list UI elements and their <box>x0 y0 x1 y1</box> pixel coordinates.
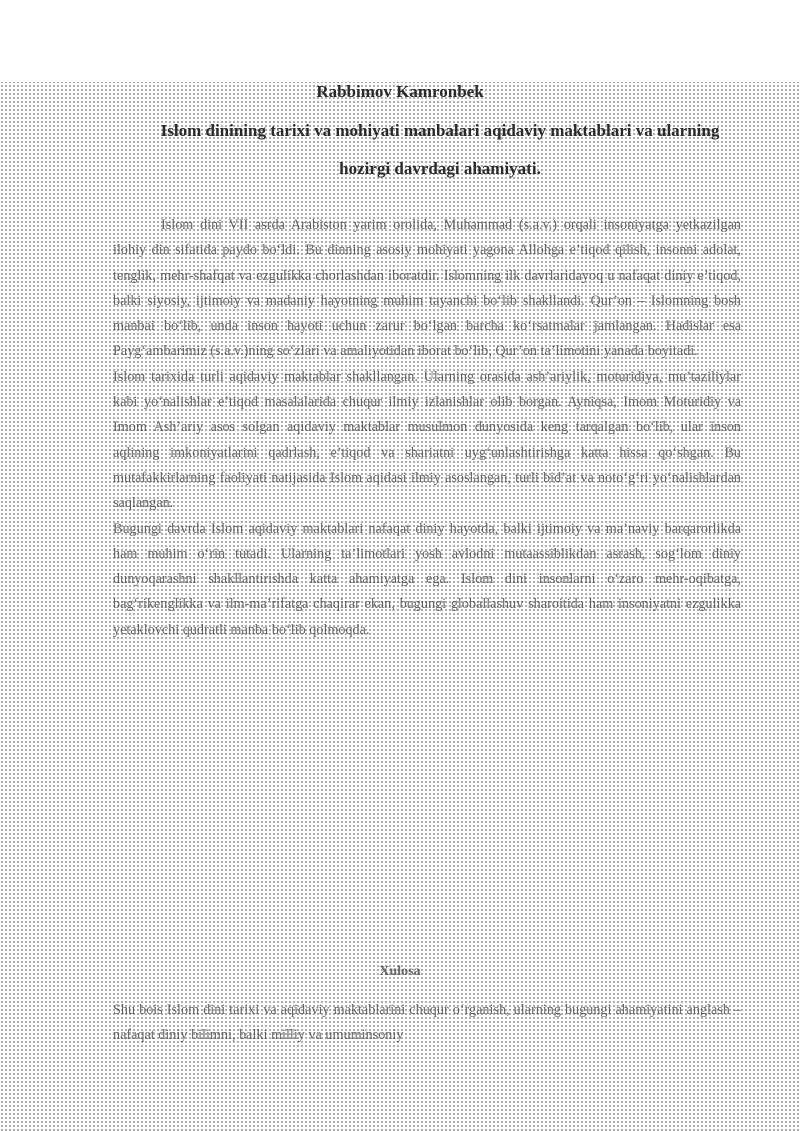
author-name: Rabbimov Kamronbek <box>316 82 484 101</box>
conclusion-body <box>113 998 741 1049</box>
document-title: Islom dinining tarixi va mohiyati manbalari aqidaviy maktablari va ularning hozirgi davrdagi ahamiyati. <box>160 121 720 178</box>
conclusion-heading: Xulosa <box>379 964 421 979</box>
body-paragraph: Islom tarixida turli aqidaviy maktablar shakllangan. Ularning orasida ash’ariylik, moturidiya, mu’taziliylar kabi yo‘nalishlar e’tiqod masalalarida chuqur ilmiy izlanishlar olib borgan. Ayniqsa, Imom Moturidiy va Imom Ash’ariy asos solgan aqidaviy maktablar musulmon dunyosida keng tarqalgan bo‘lib, ular inson aqlining imkoniyatlarini qadrlash, e’tiqod va shariatni uyg‘unlashtirishga katta hissa qo‘shgan. Bu mutafakkirlarning faoliyati natijasida Islom aqidasi ilmiy asoslangan, turli bid’at va noto‘g‘ri yo‘nalishlardan saqlangan. <box>113 368 741 512</box>
body-paragraph: Bugungi davrda Islom aqidaviy maktablari nafaqat diniy hayotda, balki ijtimoiy va ma’naviy barqarorlikda ham muhim o‘rin tutadi. Ularning ta’limotlari yosh avlodni mutaassiblikdan asrash, sog‘lom diniy dunyoqarashni shakllantirishda katta ahamiyatga ega. Islom dini insonlarni o‘zaro mehr-oqibatga, bag‘rikenglikka va ilm-ma’rifatga chaqirar ekan, bugungi globallashuv sharoitida ham insoniyatni ezgulikka yetaklovchi qudratli manba bo‘lib qolmoqda. <box>113 520 741 638</box>
page-top-margin <box>0 0 800 82</box>
body-paragraph: Islom dini VII asrda Arabiston yarim orolida, Muhammad (s.a.v.) orqali insoniyatga yetkazilgan ilohiy din sifatida paydo bo‘ldi. Bu dinning asosiy mohiyati yagona Allohga e’tiqod qilish, insonni adolat, tenglik, mehr-shafqat va ezgulikka chorlashdan iboratdir. Islomning ilk davrlaridayoq u nafaqat diniy e’tiqod, balki siyosiy, ijtimoiy va madaniy hayotning muhim tayanchi bo‘lib shakllandi. Qur’on – Islomning bosh manbai bo‘lib, unda inson hayoti uchun zarur bo‘lgan barcha ko‘rsatmalar jamlangan. Hadislar esa Payg‘ambarimiz (s.a.v.)ning so‘zlari va amaliyotidan iborat bo‘lib, Qur’on ta’limotini yanada boyitadi. <box>113 217 741 360</box>
conclusion-paragraph: Shu bois Islom dini tarixi va aqidaviy maktablarini chuqur o‘rganish, ularning bugungi ahamiyatini anglash – nafaqat diniy bilimni, balki milliy va umuminsoniy <box>113 1002 741 1044</box>
document-body <box>113 213 741 643</box>
